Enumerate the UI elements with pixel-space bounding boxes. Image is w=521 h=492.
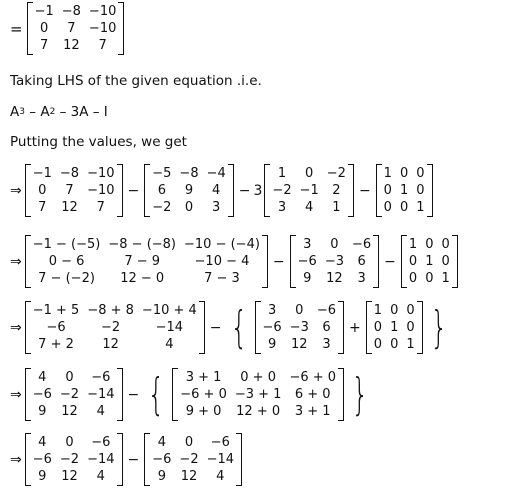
matrix-cell: 1 xyxy=(399,183,409,198)
matrix-cell: 1 xyxy=(425,254,434,269)
matrix-cell: −6 xyxy=(316,303,337,318)
matrix-cell: −10 xyxy=(87,166,115,181)
matrix-cell: 3 xyxy=(322,337,331,352)
matrix-cell: 3 xyxy=(303,237,312,252)
matrix-cell: −2 xyxy=(101,320,121,335)
right-brace: } xyxy=(351,368,369,420)
implies-arrow: ⇒ xyxy=(10,451,22,468)
matrix-cell: 0 xyxy=(184,200,194,215)
matrix-cell: 7 xyxy=(40,38,49,53)
matrix-cell: 4 xyxy=(38,370,47,385)
expr-rest: – 3A – I xyxy=(55,104,108,120)
matrix-cell: −3 xyxy=(324,254,344,269)
matrix-cell: −10 xyxy=(87,183,115,198)
matrix-cell: 12 xyxy=(180,469,198,484)
matrix-cell: −8 + 8 xyxy=(87,303,134,318)
matrix-cell: −6 xyxy=(152,452,172,467)
matrix xyxy=(264,164,354,217)
implies-arrow: ⇒ xyxy=(10,253,22,270)
matrix-cell: 3 xyxy=(277,200,287,215)
matrix-cell: 0 xyxy=(406,320,415,335)
matrix-cell: 0 xyxy=(383,200,392,215)
matrix-cell: −14 xyxy=(87,452,115,467)
minus-sign: − xyxy=(384,253,396,270)
matrix-cell: 12 xyxy=(61,200,78,215)
matrix xyxy=(255,301,345,354)
matrix-cell: 9 xyxy=(184,183,194,198)
matrix-cell: 1 xyxy=(332,200,341,215)
matrix-cell: 9 xyxy=(38,469,47,484)
combined-line xyxy=(10,368,374,421)
matrix xyxy=(25,164,123,217)
matrix xyxy=(27,2,125,55)
minus-sign: − xyxy=(358,182,371,199)
matrix-cell: −6 xyxy=(91,435,111,450)
matrix-cell: 7 xyxy=(98,38,107,53)
matrix-cell: 1 xyxy=(277,166,287,181)
matrix-cell: 9 + 0 xyxy=(185,404,222,419)
matrix xyxy=(376,164,433,217)
left-brace: { xyxy=(230,301,247,353)
matrix-cell: −10 − (−4) xyxy=(184,237,260,252)
matrix-cell: 3 xyxy=(267,303,277,318)
matrix-cell: 1 xyxy=(441,271,450,286)
implies-arrow: ⇒ xyxy=(10,319,22,336)
matrix-cell: −10 xyxy=(88,4,117,19)
matrix-cell: 12 xyxy=(326,271,343,286)
minus-sign: − xyxy=(238,182,251,199)
expr-minus-a: – A xyxy=(24,104,50,120)
matrix xyxy=(366,301,423,354)
minus-sign: − xyxy=(127,182,140,199)
matrix-cell: 6 + 0 xyxy=(294,387,331,402)
matrix-cell: 0 xyxy=(305,166,314,181)
matrix xyxy=(144,164,234,217)
matrix-cell: 7 + 2 xyxy=(38,337,74,352)
matrix-cell: −2 xyxy=(59,452,80,467)
matrix-cell: −6 + 0 xyxy=(289,370,337,385)
matrix-cell: −6 xyxy=(297,254,317,269)
matrix-cell: 3 + 1 xyxy=(294,404,331,419)
matrix-cell: −6 xyxy=(91,370,111,385)
matrix-cell: −1 + 5 xyxy=(32,303,80,318)
matrix-cell: −2 xyxy=(59,387,80,402)
expr-a: A xyxy=(10,104,20,120)
expression-line xyxy=(10,104,108,120)
matrix-cell: 0 xyxy=(65,435,74,450)
minus-sign: − xyxy=(127,386,140,403)
matrix-cell: −4 xyxy=(206,166,226,181)
matrix-cell: 6 xyxy=(322,320,331,335)
matrix-cell: 4 xyxy=(96,404,105,419)
matrix-cell: 0 xyxy=(65,370,74,385)
expr-exp3: 3 xyxy=(19,107,25,117)
matrix-cell: −10 + 4 xyxy=(141,303,197,318)
implies-arrow: ⇒ xyxy=(10,182,22,199)
matrix-cell: 3 xyxy=(357,271,366,286)
difference-line xyxy=(10,235,460,288)
taking-lhs-text xyxy=(10,73,262,89)
expr-exp2: 2 xyxy=(49,107,56,117)
matrix-cell: 7 − 9 xyxy=(124,254,161,269)
matrix xyxy=(25,235,268,288)
matrix-cell: 1 xyxy=(390,320,399,335)
matrix-cell: 0 xyxy=(425,237,434,252)
minus-sign: − xyxy=(209,319,222,336)
matrix-cell: 0 + 0 xyxy=(240,370,276,385)
matrix-cell: 0 − 6 xyxy=(48,254,85,269)
matrix-cell: 4 xyxy=(96,469,105,484)
matrix-cell: −2 xyxy=(272,183,292,198)
matrix-cell: −6 xyxy=(32,387,52,402)
matrix-cell: −8 xyxy=(59,166,80,181)
matrix-cell: 0 xyxy=(184,435,194,450)
matrix-cell: −1 xyxy=(34,4,54,19)
matrix-cell: −2 xyxy=(326,166,346,181)
substitution-line xyxy=(10,164,435,217)
matrix-cell: 7 xyxy=(67,21,76,36)
matrix-cell: 0 xyxy=(399,200,409,215)
matrix-cell: 0 xyxy=(399,166,409,181)
matrix-cell: 4 xyxy=(157,435,166,450)
matrix-cell: 9 xyxy=(267,337,277,352)
matrix-cell: 1 xyxy=(406,337,415,352)
left-brace: { xyxy=(147,368,165,420)
matrix-cell: −5 xyxy=(152,166,172,181)
matrix-cell: 0 xyxy=(406,303,415,318)
matrix-cell: 12 xyxy=(61,404,78,419)
matrix-cell: 4 xyxy=(38,435,47,450)
plus-sign: + xyxy=(349,319,361,336)
matrix-cell: 6 xyxy=(157,183,166,198)
matrix-cell: 0 xyxy=(373,320,383,335)
matrix-cell: 12 xyxy=(61,469,78,484)
putting-values-text xyxy=(10,134,187,150)
matrix-cell: −8 xyxy=(179,166,199,181)
matrix-cell: 7 − (−2) xyxy=(38,271,95,286)
right-brace: } xyxy=(430,301,448,353)
minus-sign: − xyxy=(127,451,140,468)
matrix-cell: 0 xyxy=(425,271,434,286)
matrix-cell: 0 xyxy=(408,254,418,269)
matrix-cell: −6 xyxy=(210,435,230,450)
matrix-cell: 1 xyxy=(416,200,425,215)
matrix-cell: 0 xyxy=(441,237,450,252)
matrix-cell: 1 xyxy=(373,303,383,318)
implies-arrow: ⇒ xyxy=(10,386,22,403)
matrix-cell: −14 xyxy=(206,452,235,467)
matrix xyxy=(25,433,123,486)
matrix-cell: 12 xyxy=(291,337,308,352)
matrix xyxy=(401,235,458,288)
matrix-cell: −1 xyxy=(32,166,52,181)
matrix-cell: 12 xyxy=(63,38,80,53)
matrix-cell: 0 xyxy=(40,21,49,36)
matrix-cell: −8 − (−8) xyxy=(108,237,177,252)
matrix xyxy=(25,368,123,421)
matrix-cell: 0 xyxy=(295,303,304,318)
matrix-cell: 4 xyxy=(212,183,221,198)
putting-values-label: Putting the values, we get xyxy=(10,134,187,150)
taking-lhs-label: Taking LHS of the given equation .i.e. xyxy=(10,73,262,89)
matrix-cell: 4 xyxy=(165,337,174,352)
matrix-cell: −10 − 4 xyxy=(194,254,250,269)
matrix-cell: 6 xyxy=(357,254,366,269)
matrix-cell: −6 xyxy=(46,320,66,335)
matrix-cell: 0 xyxy=(383,183,392,198)
matrix-cell: −2 xyxy=(152,200,172,215)
matrix-cell: −1 − (−5) xyxy=(32,237,101,252)
matrix-cell: 12 xyxy=(102,337,119,352)
minus-sign: − xyxy=(272,253,285,270)
matrix-cell: 1 xyxy=(408,237,418,252)
matrix xyxy=(144,433,242,486)
matrix-cell: 12 + 0 xyxy=(236,404,281,419)
coefficient-three: 3 xyxy=(253,182,263,199)
matrix-cell: −6 xyxy=(262,320,282,335)
matrix xyxy=(172,368,344,421)
matrix xyxy=(25,301,205,354)
matrix-cell: 1 xyxy=(383,166,392,181)
matrix-cell: −6 + 0 xyxy=(180,387,227,402)
matrix-cell: 0 xyxy=(416,183,425,198)
matrix-cell: 0 xyxy=(390,337,399,352)
matrix-cell: 0 xyxy=(416,166,425,181)
matrix-cell: −2 xyxy=(179,452,199,467)
matrix-cell: −14 xyxy=(87,387,115,402)
matrix-cell: −6 xyxy=(32,452,52,467)
sum-line xyxy=(10,301,453,354)
final-line xyxy=(10,433,244,486)
matrix-cell: 4 xyxy=(305,200,314,215)
matrix-cell: −3 xyxy=(289,320,309,335)
matrix-cell: 9 xyxy=(38,404,47,419)
matrix-cell: 0 xyxy=(330,237,339,252)
matrix-cell: 9 xyxy=(303,271,312,286)
matrix-cell: 0 xyxy=(38,183,47,198)
matrix-cell: 0 xyxy=(408,271,418,286)
matrix-cell: 7 xyxy=(96,200,105,215)
matrix-cell: −14 xyxy=(155,320,184,335)
matrix-cell: 7 xyxy=(38,200,47,215)
matrix-cell: 0 xyxy=(373,337,383,352)
equals-sign: = xyxy=(10,19,23,38)
matrix-cell: 12 − 0 xyxy=(120,271,165,286)
matrix-cell: 0 xyxy=(390,303,399,318)
matrix-cell: 3 xyxy=(212,200,221,215)
matrix-cell: 9 xyxy=(157,469,166,484)
matrix xyxy=(290,235,380,288)
matrix-cell: −6 xyxy=(352,237,372,252)
matrix-cell: 7 − 3 xyxy=(204,271,240,286)
matrix-cell: 2 xyxy=(332,183,341,198)
matrix-cell: 3 + 1 xyxy=(185,370,222,385)
matrix-cell: −3 + 1 xyxy=(234,387,282,402)
matrix-cell: −8 xyxy=(61,4,81,19)
result-line xyxy=(10,2,126,55)
matrix-cell: −1 xyxy=(299,183,319,198)
matrix-cell: 0 xyxy=(441,254,450,269)
matrix-cell: 7 xyxy=(65,183,74,198)
matrix-cell: 4 xyxy=(216,469,225,484)
matrix-cell: −10 xyxy=(88,21,117,36)
